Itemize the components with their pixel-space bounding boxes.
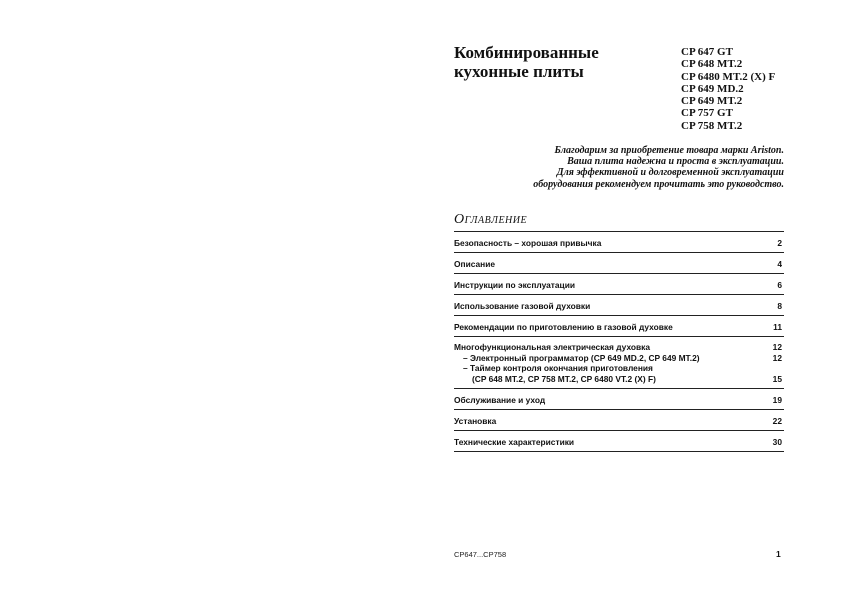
toc-entry-label: Описание	[454, 259, 496, 269]
toc-entry-page: 6	[777, 280, 782, 290]
toc-heading: ОГЛАВЛЕНИЕ	[454, 212, 528, 227]
toc-entry[interactable]	[454, 316, 784, 337]
toc-entry-page: 19	[772, 395, 782, 405]
toc-entry-label: Обслуживание и уход	[454, 395, 546, 405]
toc-entry-label: Использование газовой духовки	[454, 301, 591, 311]
title-line: кухонные плиты	[454, 62, 584, 81]
toc-subentry-label: (CP 648 MT.2, CP 758 MT.2, CP 6480 VT.2 (X) F)	[472, 373, 656, 384]
page-number: 1	[776, 549, 781, 559]
document-title	[454, 43, 599, 81]
toc-entry-page: 22	[772, 416, 782, 426]
table-of-contents	[454, 231, 784, 452]
intro-line: Благодарим за приобретение товара марки Ariston.	[554, 145, 784, 156]
toc-entry-label: Многофункциональная электрическая духовка	[454, 342, 651, 352]
toc-entry-page: 2	[777, 238, 782, 248]
toc-entry[interactable]	[454, 295, 784, 316]
model-item: CP 648 MT.2	[681, 58, 743, 71]
toc-entry-page: 4	[777, 259, 782, 269]
model-item: CP 647 GT	[681, 46, 733, 58]
intro-line: оборудования рекомендуем прочитать это руководство.	[533, 178, 784, 190]
model-item: CP 649 MD.2	[681, 82, 744, 95]
toc-subentry-label: – Таймер контроля окончания приготовления	[463, 363, 653, 373]
toc-subentry-label: – Электронный программатор (CP 649 MD.2, CP 649 MT.2)	[463, 352, 700, 363]
footer-model-range: CP647...CP758	[454, 550, 507, 559]
toc-entry-page: 12	[772, 352, 782, 363]
model-list	[681, 46, 775, 132]
toc-entry-page: 12	[772, 342, 782, 352]
toc-entry[interactable]	[454, 410, 784, 431]
intro-line: Для эффективной и долговременной эксплуатации	[556, 167, 784, 179]
model-item: CP 757 GT	[681, 107, 733, 120]
toc-entry-label: Технические характеристики	[454, 437, 575, 447]
toc-entry-page: 11	[773, 322, 782, 332]
toc-entry[interactable]	[454, 253, 784, 274]
toc-entry-page: 15	[772, 373, 782, 384]
toc-entry-label: Инструкции по эксплуатации	[454, 280, 576, 290]
toc-entry-group[interactable]	[454, 337, 784, 389]
toc-entry-page: 30	[772, 437, 782, 447]
intro-line: Ваша плита надежна и проста в эксплуатации.	[567, 156, 784, 168]
title-line: Комбинированные	[454, 43, 599, 62]
model-item: CP 758 MT.2	[681, 119, 743, 132]
model-item: CP 6480 MT.2 (X) F	[681, 70, 776, 83]
toc-entry-label: Рекомендации по приготовлению в газовой духовке	[454, 322, 673, 332]
toc-entry-label: Установка	[454, 416, 497, 426]
toc-entry-page: 8	[777, 301, 782, 311]
toc-entry[interactable]	[454, 431, 784, 452]
intro-text	[484, 145, 784, 190]
toc-entry[interactable]	[454, 232, 784, 253]
toc-entry[interactable]	[454, 389, 784, 410]
model-item: CP 649 MT.2	[681, 95, 743, 108]
toc-entry[interactable]	[454, 274, 784, 295]
toc-entry-label: Безопасность – хорошая привычка	[454, 238, 602, 248]
